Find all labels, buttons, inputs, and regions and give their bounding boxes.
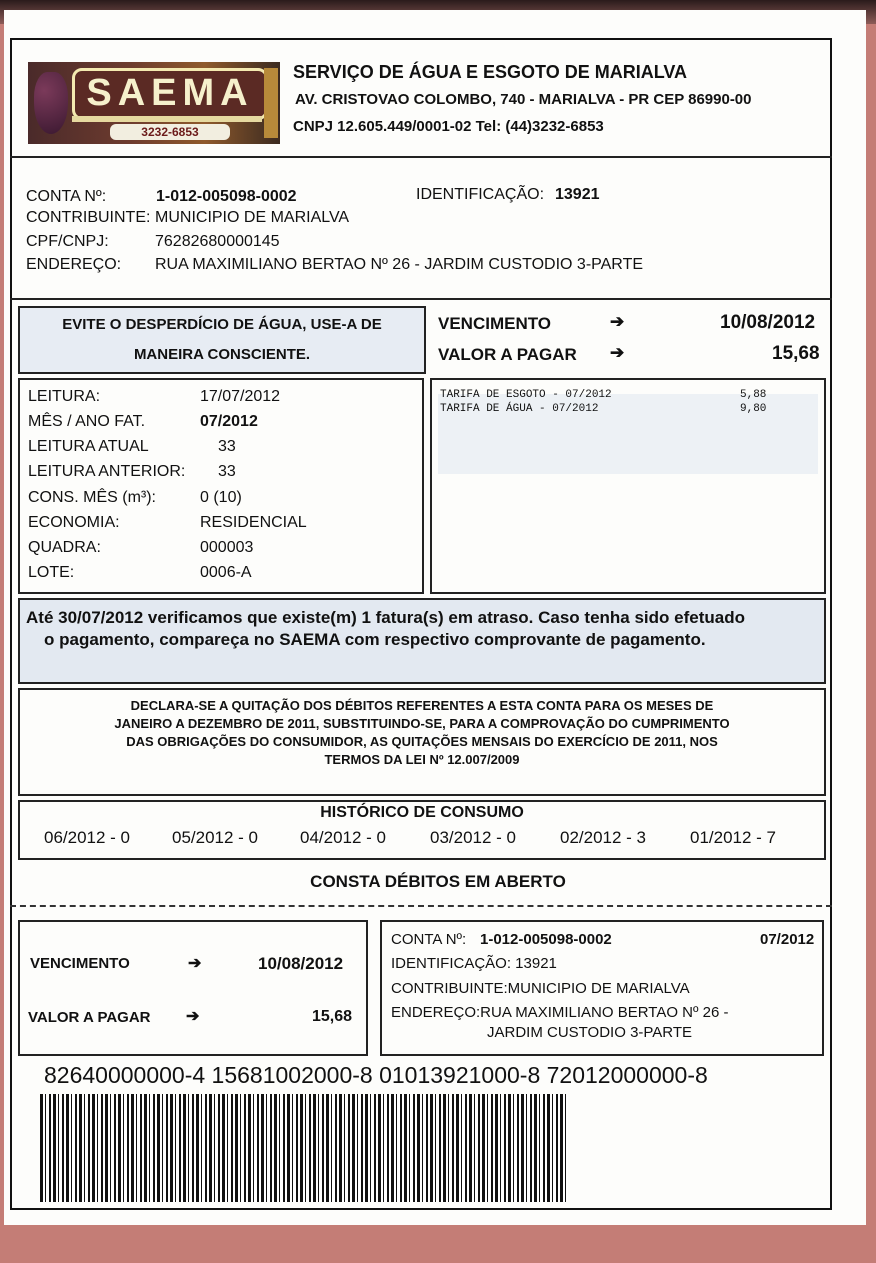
declaration-line1: DECLARA-SE A QUITAÇÃO DOS DÉBITOS REFERENTES A ESTA CONTA PARA OS MESES DE — [130, 698, 714, 713]
logo-band — [72, 116, 262, 122]
divider — [10, 298, 832, 300]
water-valve-icon — [264, 68, 278, 138]
declaration-line4: TERMOS DA LEI Nº 12.007/2009 — [324, 752, 520, 767]
reading-value: 33 — [218, 438, 236, 455]
arrow-right-icon: ➔ — [610, 343, 625, 362]
logo-wordmark: SAEMA — [72, 68, 268, 120]
declaration-line2: JANEIRO A DEZEMBRO DE 2011, SUBSTITUINDO-SE, PARA A COMPROVAÇÃO DO CUMPRIMENTO — [114, 716, 730, 731]
notice-line1: EVITE O DESPERDÍCIO DE ÁGUA, USE-A DE — [62, 316, 382, 333]
stub-endereco-line2: JARDIM CUSTODIO 3-PARTE — [487, 1024, 693, 1041]
tariff-value: 5,88 — [740, 389, 767, 401]
reading-value: 0006-A — [200, 564, 252, 581]
barcode — [40, 1094, 568, 1202]
reading-label: LEITURA ANTERIOR: — [28, 463, 186, 480]
cpf-value: 76282680000145 — [155, 233, 280, 250]
reading-label: LEITURA: — [28, 388, 101, 405]
overdue-line2: o pagamento, compareça no SAEMA com respectivo comprovante de pagamento. — [44, 630, 706, 649]
reading-value: 17/07/2012 — [200, 388, 281, 405]
stub-contrib: CONTRIBUINTE:MUNICIPIO DE MARIALVA — [391, 980, 690, 997]
logo-phone: 3232-6853 — [110, 124, 230, 140]
reading-value: RESIDENCIAL — [200, 514, 307, 531]
reading-box — [18, 378, 424, 594]
debts-title: CONSTA DÉBITOS EM ABERTO — [310, 872, 566, 891]
declaration-line3: DAS OBRIGAÇÕES DO CONSUMIDOR, AS QUITAÇÕES MENSAIS DO EXERCÍCIO DE 2011, NOS — [126, 734, 718, 749]
stub-due-box — [18, 920, 368, 1056]
stub-conta-value: 1-012-005098-0002 — [480, 931, 612, 948]
history-item: 03/2012 - 0 — [430, 828, 517, 847]
stub-conta-label: CONTA Nº: — [391, 931, 467, 948]
reading-label: QUADRA: — [28, 539, 101, 556]
reading-label: LOTE: — [28, 564, 75, 581]
due-venc-label: VENCIMENTO — [438, 314, 552, 333]
history-item: 04/2012 - 0 — [300, 828, 387, 847]
stub-endereco-line1: ENDEREÇO:RUA MAXIMILIANO BERTAO Nº 26 - — [391, 1004, 729, 1021]
divider — [10, 156, 832, 158]
history-item: 05/2012 - 0 — [172, 828, 259, 847]
tariff-label: TARIFA DE ESGOTO - 07/2012 — [440, 389, 612, 401]
reading-value: 000003 — [200, 539, 254, 556]
reading-value: 07/2012 — [200, 413, 258, 430]
reading-label: MÊS / ANO FAT. — [28, 413, 146, 430]
tariff-label: TARIFA DE ÁGUA - 07/2012 — [440, 403, 599, 415]
stub-venc-label: VENCIMENTO — [30, 955, 130, 972]
overdue-line1: Até 30/07/2012 verificamos que existe(m) 1 fatura(s) em atraso. Caso tenha sido efetuado — [26, 608, 745, 627]
stub-valor-value: 15,68 — [312, 1008, 353, 1025]
overdue-box — [18, 598, 826, 684]
stub-venc-value: 10/08/2012 — [258, 954, 344, 973]
grapes-icon — [34, 72, 68, 134]
ident-value: 13921 — [555, 186, 600, 203]
arrow-right-icon: ➔ — [188, 955, 202, 972]
notice-line2: MANEIRA CONSCIENTE. — [133, 346, 311, 363]
water-notice-box — [18, 306, 426, 374]
tariff-value: 9,80 — [740, 403, 767, 415]
saema-logo — [28, 62, 280, 144]
arrow-right-icon: ➔ — [610, 312, 625, 331]
endereco-label: ENDEREÇO: — [26, 256, 122, 273]
due-valor-label: VALOR A PAGAR — [438, 345, 577, 364]
barcode-number: 82640000000-4 15681002000-8 01013921000-8 72012000000-8 — [44, 1062, 708, 1088]
history-item: 06/2012 - 0 — [44, 828, 131, 847]
org-name: SERVIÇO DE ÁGUA E ESGOTO DE MARIALVA — [293, 62, 688, 82]
history-item: 01/2012 - 7 — [690, 828, 777, 847]
conta-label: CONTA Nº: — [26, 188, 107, 205]
org-cnpj-phone: CNPJ 12.605.449/0001-02 Tel: (44)3232-6853 — [293, 118, 604, 135]
stub-valor-label: VALOR A PAGAR — [28, 1009, 151, 1026]
history-item: 02/2012 - 3 — [560, 828, 647, 847]
stub-period: 07/2012 — [760, 931, 815, 948]
due-venc-value: 10/08/2012 — [720, 312, 816, 333]
history-title: HISTÓRICO DE CONSUMO — [320, 804, 524, 821]
ident-label: IDENTIFICAÇÃO: — [416, 186, 545, 203]
endereco-value: RUA MAXIMILIANO BERTAO Nº 26 - JARDIM CUSTODIO 3-PARTE — [155, 256, 644, 273]
reading-label: CONS. MÊS (m³): — [28, 489, 156, 506]
stub-ident: IDENTIFICAÇÃO: 13921 — [391, 955, 557, 972]
due-valor-value: 15,68 — [772, 343, 820, 364]
reading-value: 33 — [218, 463, 236, 480]
reading-value: 0 (10) — [200, 489, 242, 506]
declaration-box — [18, 688, 826, 796]
contrib-value: MUNICIPIO DE MARIALVA — [155, 209, 350, 226]
arrow-right-icon: ➔ — [186, 1008, 200, 1025]
cut-line — [10, 905, 832, 907]
reading-label: ECONOMIA: — [28, 514, 120, 531]
org-address: AV. CRISTOVAO COLOMBO, 740 - MARIALVA - PR CEP 86990-00 — [295, 91, 752, 108]
conta-value: 1-012-005098-0002 — [156, 188, 297, 205]
cpf-label: CPF/CNPJ: — [26, 233, 109, 250]
contrib-label: CONTRIBUINTE: — [26, 209, 151, 226]
reading-label: LEITURA ATUAL — [28, 438, 149, 455]
